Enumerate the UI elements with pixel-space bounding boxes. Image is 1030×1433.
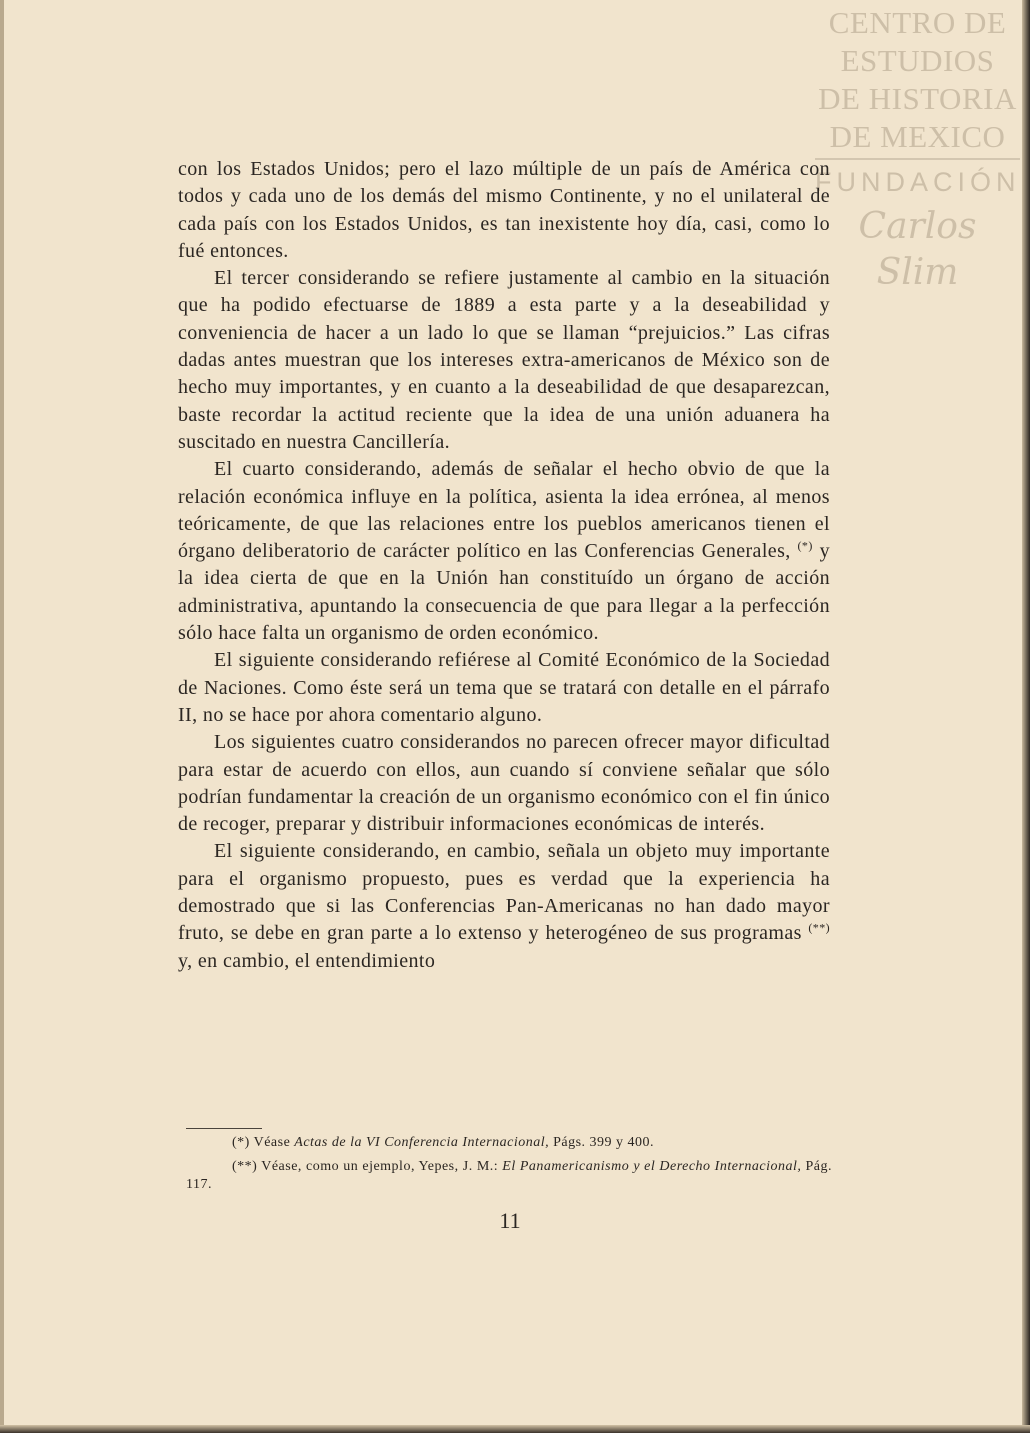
paragraph-4: El siguiente considerando refiérese al Comité Económico de la Sociedad de Naciones. Como éste será un tema que se tratará con detalle en el párrafo II, no se hace por ahora comentario alguno.: [178, 649, 830, 726]
footnote-1-post: Págs. 399 y 400.: [553, 1135, 655, 1150]
footnote-2: [186, 1158, 832, 1194]
page-number: 11: [499, 1208, 521, 1233]
archive-watermark: [815, 4, 1020, 296]
paragraph-5: Los siguientes cuatro considerandos no parecen ofrecer mayor dificultad para estar de acuerdo con ellos, aun cuando sí conviene señalar que sólo podrían fundamentar la creación de un organismo económico con el fin único de recoger, preparar y distribuir informaciones económicas de interés.: [178, 731, 830, 836]
page-edge-bottom: [0, 1425, 1030, 1433]
paragraph-2: El tercer considerando se refiere justamente al cambio en la situación que ha podido efectuarse de 1889 a esta parte y a la deseabilidad y conveniencia de hacer a un lado lo que se llaman “prejuicios.” Las cifras dadas antes muestran que los intereses extra-americanos de México son de hecho muy importantes, y en cuanto a la deseabilidad de que desaparezcan, baste recordar la actitud reciente que la idea de una unión aduanera ha suscitado en nuestra Cancillería.: [178, 267, 830, 453]
footnote-2-post: Pág. 117.: [186, 1159, 833, 1192]
watermark-line-3: DE HISTORIA: [818, 81, 1017, 116]
watermark-line-1: CENTRO DE: [828, 5, 1007, 40]
page-edge-right: [1022, 0, 1030, 1433]
footnote-1-title: Actas de la VI Conferencia Internacional,: [294, 1135, 550, 1150]
page-edge-left: [0, 0, 4, 1433]
paragraph-3-part-b: y la idea cierta de que en la Unión han constituído un órgano de acción administrativa, apuntando la consecuencia de que para llegar a la perfección sólo hace falta un organismo de orden económico.: [178, 540, 831, 645]
paragraph-3: [178, 456, 830, 647]
paragraph-6: [178, 838, 830, 974]
paragraph-6-part-a: El siguiente considerando, en cambio, señala un objeto muy importante para el organismo propuesto, pues es verdad que la experiencia ha demostrado que si las Conferencias Pan-Americanas no han dado mayor fruto, se debe en gran parte a lo extenso y heterogéneo de sus programas: [178, 840, 830, 945]
body-text: [178, 156, 830, 975]
watermark-signature: Carlos Slim: [858, 206, 977, 293]
footnote-divider: [186, 1128, 262, 1129]
paragraph-6-part-b: y, en cambio, el entendimiento: [178, 949, 436, 972]
footnote-1-pre: Véase: [253, 1135, 291, 1150]
paragraph-1: con los Estados Unidos; pero el lazo múltiple de un país de América con todos y cada uno de los demás del mismo Continente, y no el unilateral de cada país con los Estados Unidos, es tan inexistente hoy día, casi, como lo fué entonces.: [178, 158, 830, 262]
footnotes: [186, 1134, 832, 1194]
watermark-divider: [815, 158, 1020, 160]
footnote-ref-1[interactable]: (*): [797, 538, 813, 553]
footnote-2-mark: (**): [232, 1159, 258, 1174]
footnote-2-title: El Panamericanismo y el Derecho Internacional,: [502, 1159, 802, 1174]
watermark-foundation: FUNDACIÓN: [815, 167, 1021, 197]
footnote-ref-2[interactable]: (**): [808, 920, 830, 935]
footnote-1: [186, 1134, 832, 1152]
watermark-line-2: ESTUDIOS: [840, 43, 995, 78]
paragraph-3-part-a: El cuarto considerando, además de señalar el hecho obvio de que la relación económica influye en la política, asienta la idea errónea, al menos teóricamente, de que las relaciones entre los pueblos americanos tienen el órgano deliberatorio de carácter político en las Conferencias Generales,: [178, 458, 830, 563]
footnote-2-pre: Véase, como un ejemplo, Yepes, J. M.:: [261, 1159, 499, 1174]
watermark-line-4: DE MEXICO: [829, 119, 1006, 154]
footnote-1-mark: (*): [232, 1135, 250, 1150]
